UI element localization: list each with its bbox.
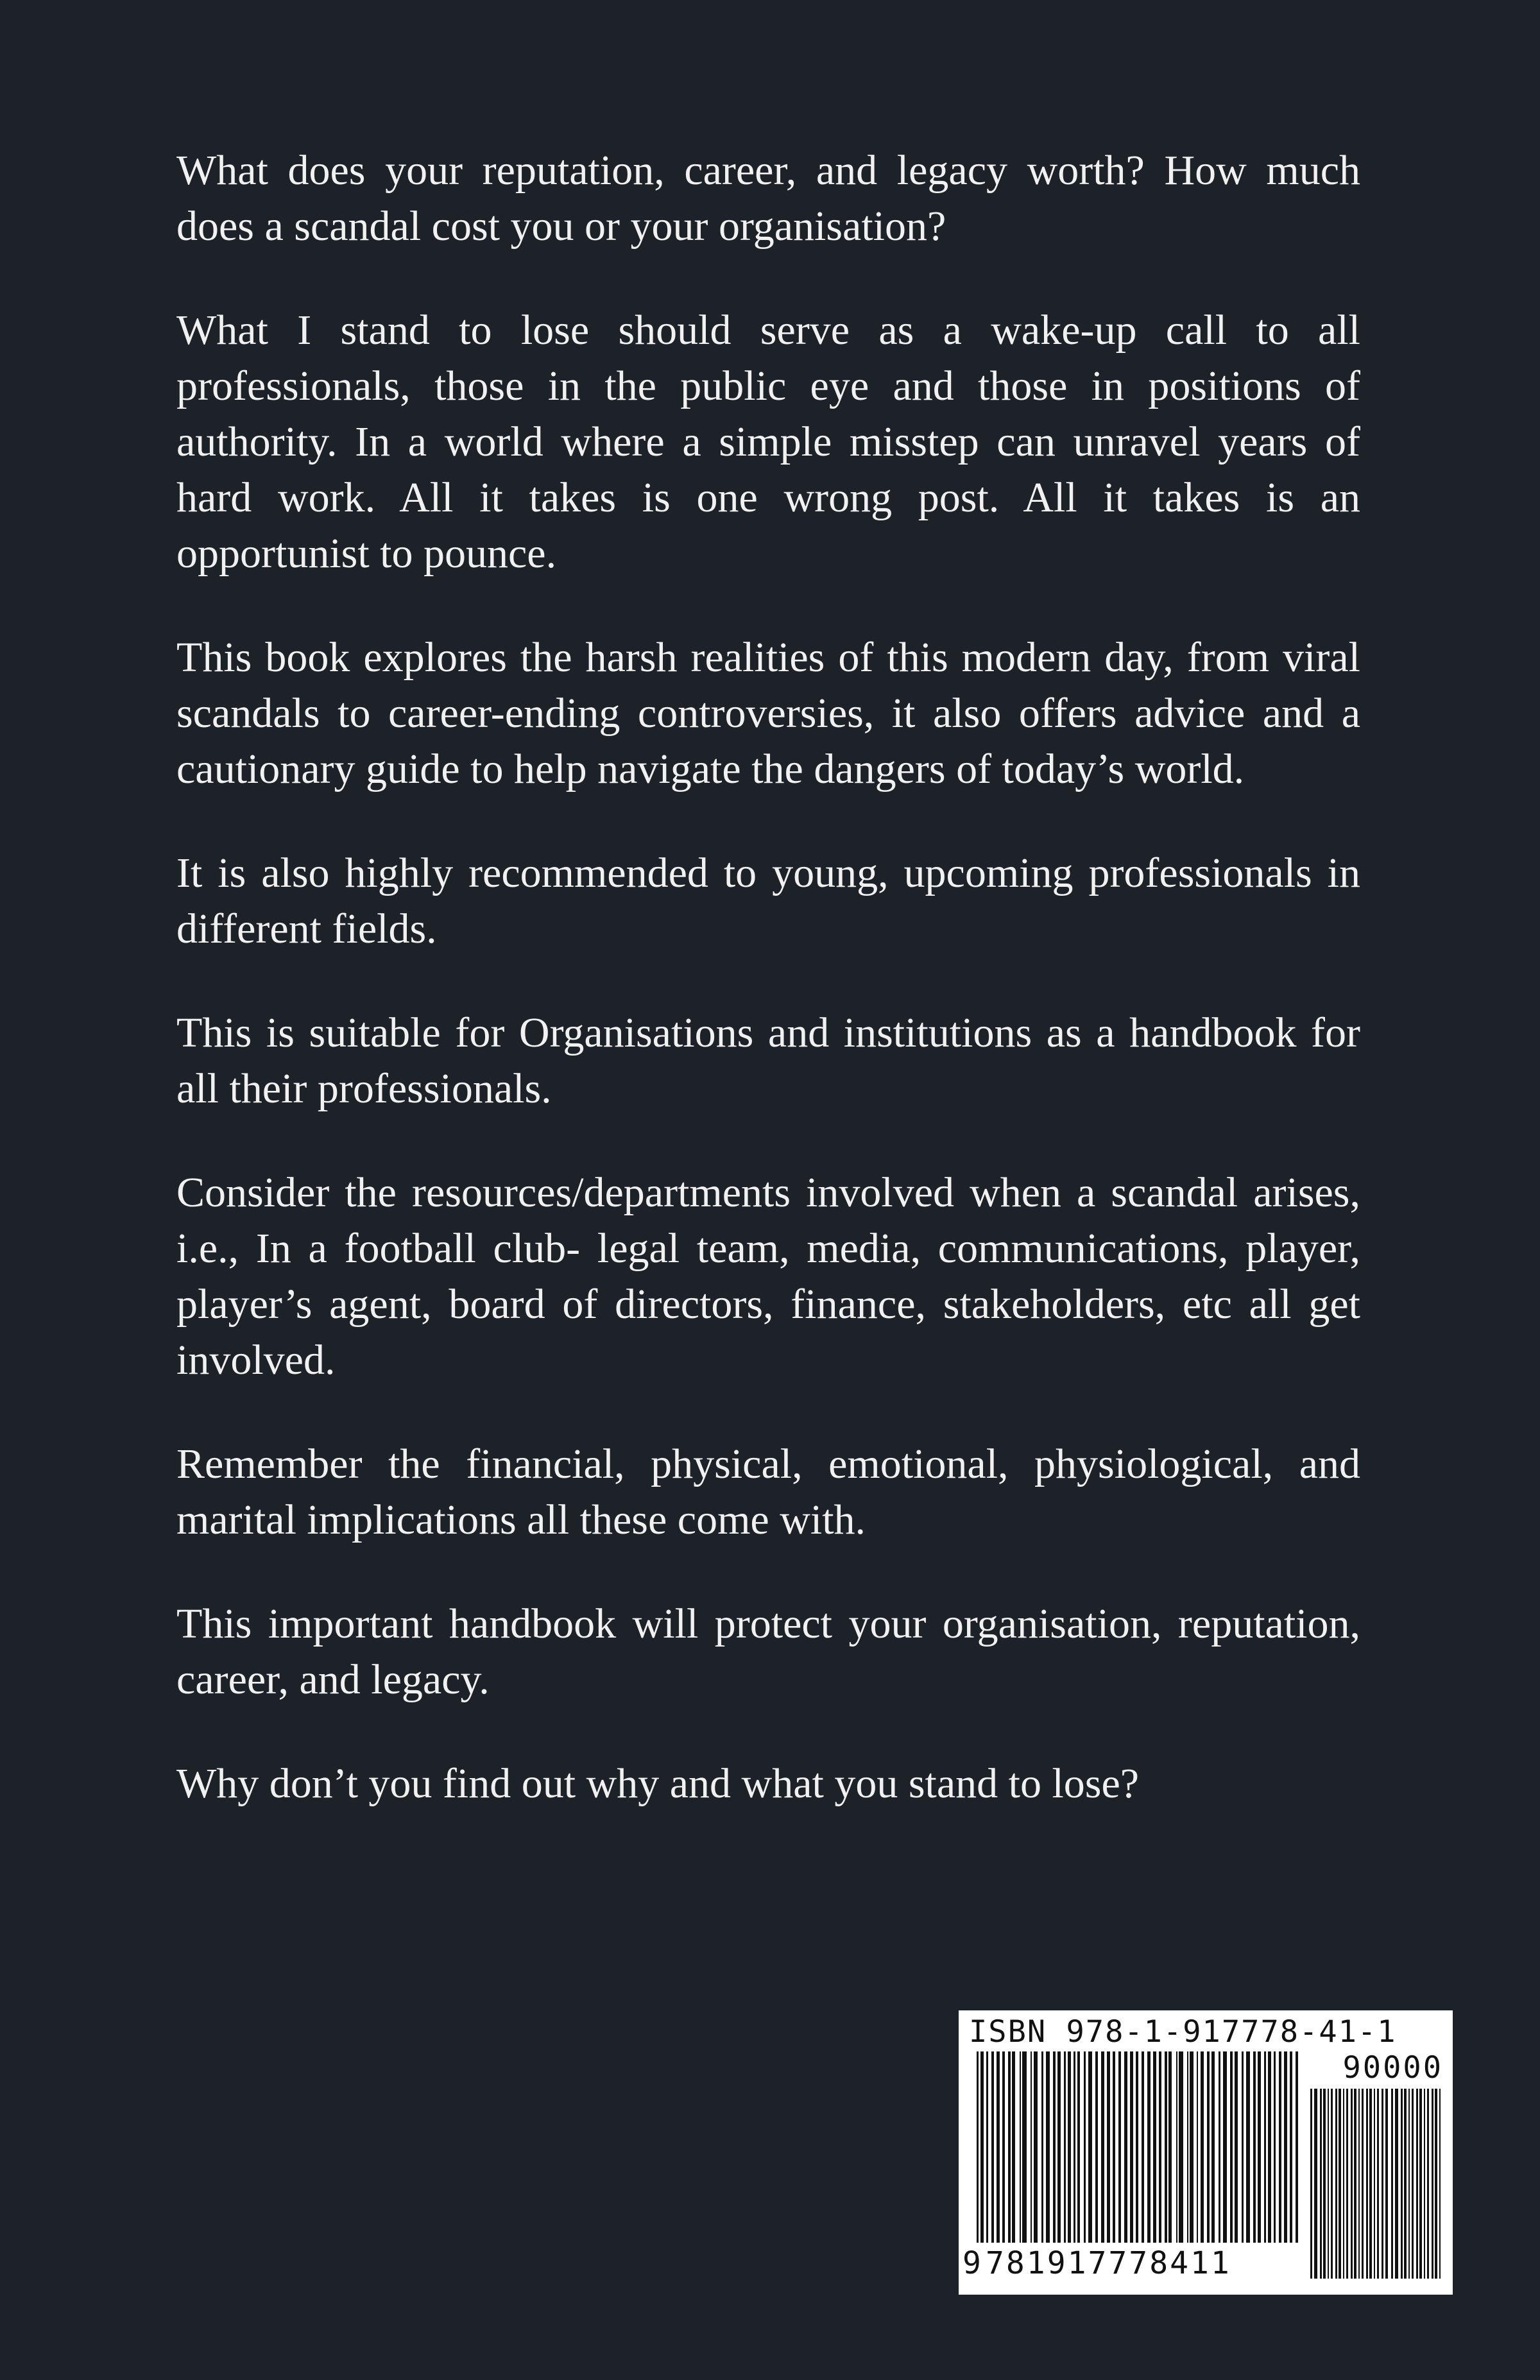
ean-bar <box>1046 2051 1050 2243</box>
addon-bar <box>1385 2089 1388 2279</box>
ean-bar <box>1230 2051 1233 2243</box>
blurb-paragraph-7: Remember the financial, physical, emotional, physiological, and marital implications all these come with. <box>176 1441 1360 1543</box>
ean-bar <box>1176 2051 1177 2243</box>
ean-bar <box>1124 2051 1127 2243</box>
addon-bar <box>1339 2089 1341 2279</box>
isbn-barcode <box>959 2010 1453 2295</box>
ean-bar <box>1201 2051 1204 2243</box>
blurb-paragraph-6: Consider the resources/departments involved when a scandal arises, i.e., In a football club- legal team, media, communications, player, player’s agent, board of directors, finance, stakeholders, etc all get involved. <box>176 1169 1360 1383</box>
addon-bar <box>1358 2089 1360 2279</box>
addon-bar <box>1335 2089 1337 2279</box>
addon-bar <box>1314 2089 1317 2279</box>
addon-bar <box>1439 2089 1441 2279</box>
ean-bar <box>1253 2051 1256 2243</box>
ean-bar <box>1219 2051 1220 2243</box>
ean-bar <box>1159 2051 1161 2243</box>
ean-bar <box>1211 2051 1215 2243</box>
addon-bar <box>1395 2089 1398 2279</box>
ean-bar <box>1235 2051 1238 2243</box>
ean-bar <box>1031 2051 1032 2243</box>
ean-bar <box>1077 2051 1080 2243</box>
addon-bar <box>1323 2089 1326 2279</box>
addon-bar <box>1435 2089 1437 2279</box>
ean-bar <box>1008 2051 1011 2243</box>
ean-bar <box>1074 2051 1075 2243</box>
ean-bar <box>1084 2051 1086 2243</box>
addon-bar <box>1369 2089 1372 2279</box>
blurb-paragraph-5: This is suitable for Organisations and institutions as a handbook for all their professionals. <box>176 1009 1360 1112</box>
ean-bar <box>1136 2051 1138 2243</box>
blurb-paragraph-3: This book explores the harsh realities of this modern day, from viral scandals to career-ending controversies, it also offers advice and a cautionary guide to help navigate the dangers of today’s world. <box>176 634 1360 792</box>
ean-bar <box>1012 2051 1015 2243</box>
ean-bar <box>1264 2051 1266 2243</box>
isbn-label: ISBN 978-1-917778-41-1 <box>969 2014 1397 2050</box>
ean-bar <box>1190 2051 1194 2243</box>
barcode-addon-code: 90000 <box>1342 2050 1443 2085</box>
ean-bar <box>1130 2051 1133 2243</box>
addon-bar <box>1382 2089 1383 2279</box>
ean-bar <box>991 2051 994 2243</box>
ean-bar <box>1064 2051 1066 2243</box>
ean-bar <box>1165 2051 1167 2243</box>
addon-bar <box>1331 2089 1333 2279</box>
blurb-text <box>176 142 1360 1860</box>
ean-bar <box>977 2051 979 2243</box>
ean-bar <box>1268 2051 1271 2243</box>
ean-bar <box>1095 2051 1098 2243</box>
ean-bar <box>1113 2051 1115 2243</box>
addon-bar <box>1351 2089 1353 2279</box>
ean-bar <box>1088 2051 1092 2243</box>
ean-bar <box>997 2051 1000 2243</box>
ean-bar <box>1296 2051 1298 2243</box>
ean-bar <box>1207 2051 1210 2243</box>
addon-bar <box>1354 2089 1356 2279</box>
ean-bar <box>1034 2051 1038 2243</box>
addon-bar <box>1419 2089 1422 2279</box>
addon-bar <box>1328 2089 1329 2279</box>
ean-bar <box>1279 2051 1281 2243</box>
ean-bar <box>1168 2051 1172 2243</box>
ean-bar <box>1246 2051 1250 2243</box>
addon-bar <box>1432 2089 1433 2279</box>
addon-bar <box>1374 2089 1375 2279</box>
ean-bar <box>1118 2051 1121 2243</box>
ean-bar <box>986 2051 988 2243</box>
ean-bar <box>1053 2051 1056 2243</box>
addon-bar <box>1427 2089 1429 2279</box>
addon-bar <box>1424 2089 1425 2279</box>
ean-bar <box>1284 2051 1287 2243</box>
blurb-paragraph-1: What does your reputation, career, and legacy worth? How much does a scandal cost you or your organisation? <box>176 147 1360 250</box>
ean-bar <box>1179 2051 1183 2243</box>
ean-bar <box>1022 2051 1027 2243</box>
ean-bar <box>980 2051 984 2243</box>
blurb-paragraph-8: This important handbook will protect your organisation, reputation, career, and legacy. <box>176 1600 1360 1703</box>
ean-bar <box>1057 2051 1061 2243</box>
ean-bar <box>1223 2051 1227 2243</box>
ean-bar <box>1142 2051 1144 2243</box>
blurb-paragraph-4: It is also highly recommended to young, upcoming professionals in different fields. <box>176 850 1360 952</box>
ean-bar <box>1258 2051 1261 2243</box>
ean-bar <box>1041 2051 1043 2243</box>
ean-digits: 781917778411 <box>986 2245 1231 2281</box>
addon-bar <box>1320 2089 1322 2279</box>
ean-bar <box>1242 2051 1244 2243</box>
ean-bar <box>1290 2051 1292 2243</box>
addon-bar <box>1401 2089 1403 2279</box>
ean-bar <box>1274 2051 1276 2243</box>
ean-bar <box>1107 2051 1110 2243</box>
addon-bar <box>1377 2089 1379 2279</box>
addon-bar <box>1416 2089 1418 2279</box>
addon-bar <box>1310 2089 1312 2279</box>
ean-bar <box>1020 2051 1021 2243</box>
addon-bar <box>1408 2089 1410 2279</box>
ean-bar <box>1068 2051 1071 2243</box>
ean-bar <box>1002 2051 1005 2243</box>
ean-bar <box>1197 2051 1198 2243</box>
addon-bar <box>1343 2089 1344 2279</box>
addon-bar <box>1412 2089 1414 2279</box>
ean-bar <box>1101 2051 1104 2243</box>
ean-bar <box>1147 2051 1151 2243</box>
blurb-paragraph-2: What I stand to lose should serve as a wake-up call to all professionals, those in the public eye and those in positions of authority. In a world where a simple misstep can unravel years of hard work. All it takes is one wrong post. All it takes is an opportunist to pounce. <box>176 307 1360 577</box>
ean-bar <box>1153 2051 1156 2243</box>
addon-bar <box>1404 2089 1407 2279</box>
ean-first-digit: 9 <box>963 2245 981 2281</box>
addon-bar <box>1391 2089 1393 2279</box>
blurb-paragraph-9: Why don’t you find out why and what you stand to lose? <box>176 1760 1140 1807</box>
ean-bar <box>1187 2051 1188 2243</box>
addon-bar <box>1362 2089 1364 2279</box>
addon-bar <box>1346 2089 1348 2279</box>
addon-bar <box>1366 2089 1368 2279</box>
